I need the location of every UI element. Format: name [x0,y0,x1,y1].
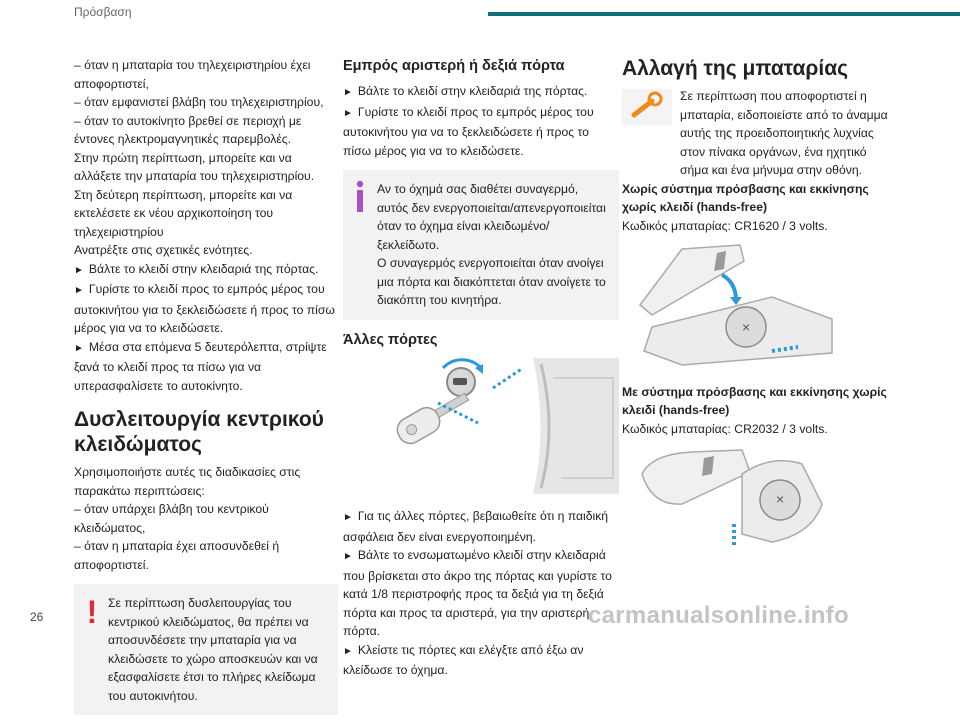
column-right [622,56,892,568]
page-number: 26 [30,610,44,624]
bullet-item: ► Βάλτε το ενσωματωμένο κλειδί στην κλειδαριά που βρίσκεται στο άκρο της πόρτας και γυρίστε το κατά 1/8 περιστροφής προς τα δεξιά για τη δεξιά πόρτα και προς τα αριστερά, για την αριστερή πόρτα. [343,546,619,641]
bullet-item: ► Γυρίστε το κλειδί προς το εμπρός μέρος του αυτοκινήτου για το ξεκλειδώσετε ή προς το πίσω μέρος για να το κλειδώσετε. [74,280,338,338]
warning-note [74,584,338,715]
text-line: – όταν το αυτοκίνητο βρεθεί σε περιοχή με έντονες ηλεκτρομαγνητικές παρεμβολές. [74,113,302,146]
text-line: Ανατρέξτε στις σχετικές ενότητες. [74,243,253,257]
warning-icon: ! [86,594,98,630]
info-icon [353,180,369,216]
info-note [343,170,619,320]
warning-note-text: Σε περίπτωση δυσλειτουργίας του κεντρικού κλειδώματος, θα πρέπει να αποσυνδέσετε την μπαταρία για να κλειδώσετε το χώρο αποσκευών και να εξασφαλίσετε έτσι το πλήρες κλείδωμα του αυτοκινήτου. [108,596,318,703]
watermark: carmanualsonline.info [588,602,850,629]
wrench-warning-icon [622,89,672,125]
column-left [74,56,338,725]
remote-battery-illustration-1 [622,241,892,375]
text-line: – όταν εμφανιστεί βλάβη του τηλεχειριστηρίου, [74,95,324,109]
bullet-item: ► Κλείστε τις πόρτες και ελέγξτε από έξω αν κλείδωσε το όχημα. [343,641,619,680]
column-middle [343,56,619,680]
text-line: – όταν υπάρχει βλάβη του κεντρικού κλειδώματος, [74,502,269,535]
battery-code-text: Κωδικός μπαταρίας: CR1620 / 3 volts. [622,218,828,233]
battery-warning-row [622,87,892,180]
accent-bar [488,12,960,16]
info-note-text: Αν το όχημά σας διαθέτει συναγερμό, αυτός δεν ενεργοποιείται/απενεργοποιείται όταν το όχημα είναι κλειδωμένο/ξεκλείδωτο. [377,182,606,252]
bullet-item: ► Μέσα στα επόμενα 5 δευτερόλεπτα, στρίψτε ξανά το κλειδί προς τα πίσω για να υπερασφαλίσετε το αυτοκίνητο. [74,338,338,396]
text-line: – όταν η μπαταρία του τηλεχειριστηρίου έχει αποφορτιστεί, [74,58,311,91]
section-heading-front-doors: Εμπρός αριστερή ή δεξιά πόρτα [343,58,565,74]
bullet-item: ► Βάλτε το κλειδί στην κλειδαριά της πόρτας. [343,82,619,103]
section-title: Πρόσβαση [74,5,132,19]
text-line: Στην πρώτη περίπτωση, μπορείτε και να αλλάξετε την μπαταρία του τηλεχειριστηρίου. [74,150,315,183]
remote-battery-illustration-2 [622,444,892,560]
battery-code-text: Κωδικός μπαταρίας: CR2032 / 3 volts. [622,421,828,436]
info-note-text: Ο συναγερμός ενεργοποιείται όταν ανοίγει μια πόρτα και διακόπτεται όταν ανοίγετε το διακόπτη του κινητήρα. [377,256,606,307]
section-heading-central-locking: Δυσλειτουργία κεντρικού κλειδώματος [74,408,324,456]
subheading-without-hands-free: Χωρίς σύστημα πρόσβασης και εκκίνησης χωρίς κλειδί (hands-free) [622,181,869,214]
bullet-item: ► Για τις άλλες πόρτες, βεβαιωθείτε ότι η παιδική ασφάλεια δεν είναι ενεργοποιημένη. [343,507,619,546]
subheading-with-hands-free: Με σύστημα πρόσβασης και εκκίνησης χωρίς κλειδί (hands-free) [622,384,887,417]
svg-text:×: × [742,319,751,335]
text-line: Στη δεύτερη περίπτωση, μπορείτε και να εκτελέσετε εκ νέου αρχικοποίηση του τηλεχειριστηρίου [74,187,293,239]
door-key-illustration [343,358,619,500]
battery-warning-text: Σε περίπτωση που αποφορτιστεί η μπαταρία, ειδοποιείστε από το άναμμα αυτής της προειδοποιητικής λυχνίας στον πίνακα οργάνων, ένα ηχητικό σήμα και ένα μήνυμα στην οθόνη. [680,89,888,177]
section-heading-other-doors: Άλλες πόρτες [343,331,438,348]
bullet-item: ► Βάλτε το κλειδί στην κλειδαριά της πόρτας. [74,260,338,281]
bullet-item: ► Γυρίστε το κλειδί προς το εμπρός μέρος του αυτοκινήτου για να το ξεκλειδώσετε ή προς το πίσω μέρος για να το κλειδώσετε. [343,103,619,161]
text-line: Χρησιμοποιήστε αυτές τις διαδικασίες στις παρακάτω περιπτώσεις: [74,465,301,498]
svg-text:×: × [776,491,785,507]
section-heading-battery-change: Αλλαγή της μπαταρίας [622,57,849,80]
text-line: – όταν η μπαταρία έχει αποσυνδεθεί ή αποφορτιστεί. [74,539,280,572]
